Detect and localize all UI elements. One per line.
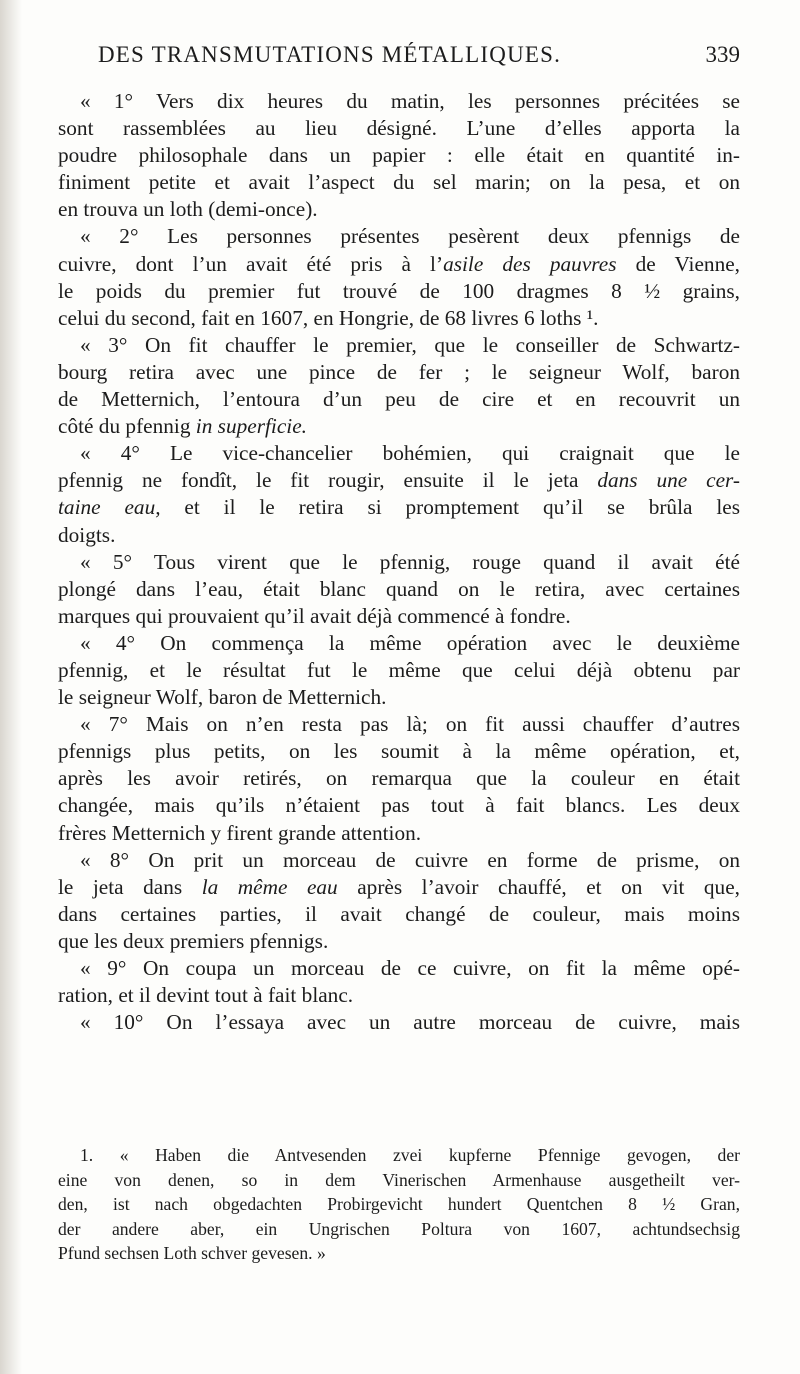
text-line: changée, mais qu’ils n’étaient pas tout à fait blancs. Les deux bbox=[58, 793, 740, 818]
footnote bbox=[58, 1143, 740, 1266]
italic-span: la même eau bbox=[201, 874, 338, 899]
text-line bbox=[58, 494, 740, 521]
text-line bbox=[58, 413, 740, 440]
text-line: poudre philosophale dans un papier : elle était en quantité in- bbox=[58, 143, 740, 168]
footnote-line: eine von denen, so in dem Vinerischen Armenhause ausgetheilt ver- bbox=[58, 1169, 740, 1190]
text-line: « 10° On l’essaya avec un autre morceau de cuivre, mais bbox=[80, 1010, 740, 1035]
text-line: que les deux premiers pfennigs. bbox=[58, 928, 329, 953]
text-span: le jeta dans bbox=[58, 874, 202, 899]
text-line: marques qui prouvaient qu’il avait déjà commencé à fondre. bbox=[58, 603, 571, 628]
text-line bbox=[58, 467, 740, 494]
text-line: doigts. bbox=[58, 522, 116, 547]
spine-shadow bbox=[0, 0, 22, 1374]
text-line: « 3° On fit chauffer le premier, que le conseiller de Schwartz- bbox=[80, 332, 740, 357]
text-line: finiment petite et avait l’aspect du sel marin; on la pesa, et on bbox=[58, 170, 740, 195]
text-line: « 4° Le vice-chancelier bohémien, qui craignait que le bbox=[80, 441, 740, 466]
text-span: après l’avoir chauffé, et on vit que, bbox=[337, 874, 740, 899]
text-span: pfennig ne fondît, le fit rougir, ensuite il le jeta bbox=[58, 468, 598, 493]
text-line: bourg retira avec une pince de fer ; le seigneur Wolf, baron bbox=[58, 359, 740, 384]
text-line: de Metternich, l’entoura d’un peu de cire et en recouvrit un bbox=[58, 387, 740, 412]
footnote-line: der andere aber, ein Ungrischen Poltura von 1607, achtundsechsig bbox=[58, 1218, 740, 1239]
page-number: 339 bbox=[705, 42, 740, 67]
text-line: le poids du premier fut trouvé de 100 dragmes 8 ½ grains, bbox=[58, 278, 740, 303]
italic-span: dans une cer- bbox=[597, 468, 740, 493]
text-line: en trouva un loth (demi-once). bbox=[58, 197, 318, 222]
footnote-line: den, ist nach obgedachten Probirgevicht hundert Quentchen 8 ½ Gran, bbox=[58, 1194, 740, 1215]
text-line: celui du second, fait en 1607, en Hongrie, de 68 livres 6 loths ¹. bbox=[58, 305, 599, 330]
text-line: dans certaines parties, il avait changé de couleur, mais moins bbox=[58, 901, 740, 926]
text-line: ration, et il devint tout à fait blanc. bbox=[58, 983, 354, 1008]
footnote-line: 1. « Haben die Antvesenden zvei kupferne Pfennige gevogen, der bbox=[80, 1145, 740, 1165]
text-line: « 7° Mais on n’en resta pas là; on fit aussi chauffer d’autres bbox=[80, 712, 740, 737]
text-line: « 2° Les personnes présentes pesèrent deux pfennigs de bbox=[80, 224, 740, 249]
text-line: « 4° On commença la même opération avec le deuxième bbox=[80, 630, 740, 655]
text-line: pfennig, et le résultat fut le même que celui déjà obtenu par bbox=[58, 657, 740, 682]
text-span: côté du pfennig bbox=[58, 414, 196, 439]
running-title: DES TRANSMUTATIONS MÉTALLIQUES. bbox=[98, 42, 562, 67]
text-line: « 5° Tous virent que le pfennig, rouge quand il avait été bbox=[80, 549, 740, 574]
text-span: et il le retira si promptement qu’il se brûla les bbox=[160, 495, 740, 520]
text-line: après les avoir retirés, on remarqua que la couleur en était bbox=[58, 766, 740, 791]
text-line: le seigneur Wolf, baron de Metternich. bbox=[58, 685, 387, 710]
text-line bbox=[58, 251, 740, 278]
text-line: plongé dans l’eau, était blanc quand on le retira, avec certaines bbox=[58, 576, 740, 601]
main-text bbox=[58, 88, 740, 1036]
text-span: cuivre, dont l’un avait été pris à l’ bbox=[58, 251, 444, 276]
text-line: « 1° Vers dix heures du matin, les personnes précitées se bbox=[80, 89, 740, 113]
footnote-line: Pfund sechsen Loth schver gevesen. » bbox=[58, 1243, 326, 1264]
italic-span: asile des pauvres bbox=[443, 251, 617, 276]
text-line: frères Metternich y firent grande attention. bbox=[58, 820, 422, 845]
text-span: de Vienne, bbox=[616, 251, 740, 276]
text-line: sont rassemblées au lieu désigné. L’une d’elles apporta la bbox=[58, 116, 740, 141]
text-line: « 8° On prit un morceau de cuivre en forme de prisme, on bbox=[80, 847, 740, 872]
text-line: pfennigs plus petits, on les soumit à la même opération, et, bbox=[58, 739, 740, 764]
italic-span: taine eau, bbox=[58, 495, 161, 520]
text-line bbox=[58, 874, 740, 901]
page-header bbox=[98, 42, 740, 72]
text-line: « 9° On coupa un morceau de ce cuivre, on fit la même opé- bbox=[80, 956, 740, 980]
italic-span: in superficie. bbox=[195, 414, 307, 439]
